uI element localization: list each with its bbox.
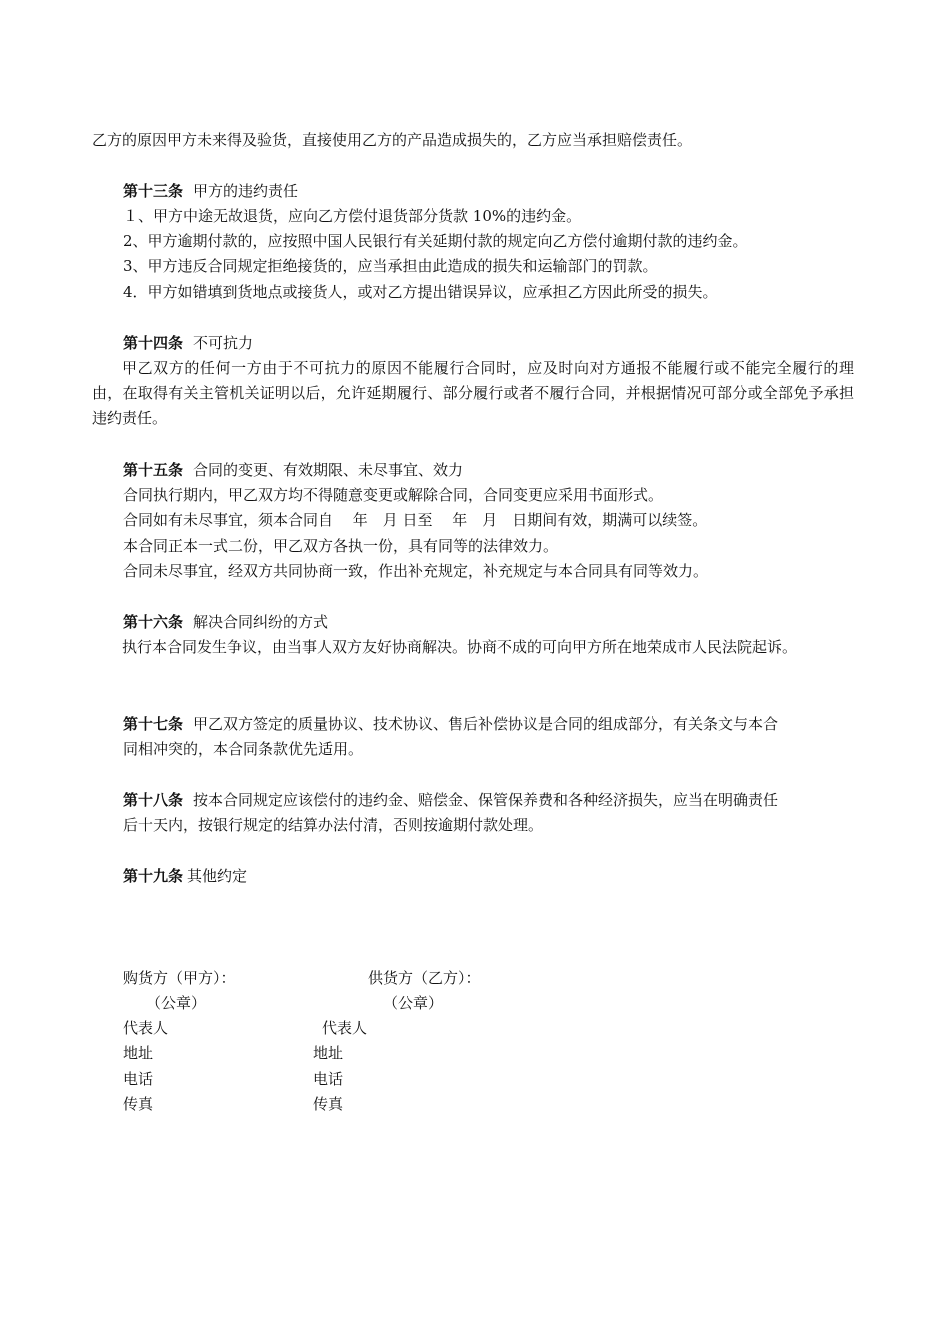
article-15-item-2: 合同如有未尽事宜，须本合同自 年 月 日至 年 月 日期间有效，期满可以续签。	[123, 511, 708, 529]
article-15-item-3: 本合同正本一式二份，甲乙双方各执一份，具有同等的法律效力。	[123, 537, 559, 555]
seller-phone: 电话	[313, 1070, 344, 1088]
article-15-item-1: 合同执行期内，甲乙双方均不得随意变更或解除合同，合同变更应采用书面形式。	[123, 486, 664, 504]
article-16-body: 执行本合同发生争议，由当事人双方友好协商解决。协商不成的可向甲方所在地荣成市人民法院起诉。	[122, 638, 798, 656]
seller-fax: 传真	[313, 1095, 344, 1113]
article-16-title: 解决合同纠纷的方式	[193, 613, 329, 631]
article-15-heading	[123, 458, 463, 483]
article-13-number: 第十三条	[123, 182, 184, 200]
article-17-body-line-1: 甲乙双方签定的质量协议、技术协议、售后补偿协议是合同的组成部分，有关条文与本合	[193, 715, 779, 733]
article-13-item-4: 4．甲方如错填到货地点或接货人，或对乙方提出错误异议，应承担乙方因此所受的损失。	[123, 283, 718, 301]
article-16-heading	[123, 610, 328, 635]
article-13-title: 甲方的违约责任	[193, 182, 299, 200]
article-17-number: 第十七条	[123, 715, 184, 733]
article-15-item-4: 合同未尽事宜，经双方共同协商一致，作出补充规定，补充规定与本合同具有同等效力。	[123, 562, 709, 580]
article-15-number: 第十五条	[123, 461, 184, 479]
article-18-number: 第十八条	[123, 791, 184, 809]
article-14-title: 不可抗力	[193, 334, 254, 352]
seller-representative: 代表人	[322, 1019, 368, 1037]
article-18-body-line-2: 后十天内，按银行规定的结算办法付清，否则按逾期付款处理。	[123, 816, 544, 834]
buyer-title: 购货方（甲方）：	[123, 969, 236, 987]
article-14-heading	[123, 331, 253, 356]
article-15-title: 合同的变更、有效期限、未尽事宜、效力	[193, 461, 464, 479]
seller-title: 供货方（乙方）：	[368, 969, 481, 987]
article-13-item-1: １、甲方中途无故退货，应向乙方偿付退货部分货款 10%的违约金。	[123, 207, 582, 225]
article-18-heading	[123, 788, 778, 813]
buyer-fax: 传真	[123, 1095, 154, 1113]
buyer-phone: 电话	[123, 1070, 154, 1088]
buyer-address: 地址	[123, 1044, 154, 1062]
continuation-text: 乙方的原因甲方未来得及验货，直接使用乙方的产品造成损失的，乙方应当承担赔偿责任。	[92, 131, 693, 149]
buyer-representative: 代表人	[123, 1019, 169, 1037]
article-16-number: 第十六条	[123, 613, 184, 631]
article-19-number: 第十九条	[123, 867, 184, 885]
article-17-body-line-2: 同相冲突的，本合同条款优先适用。	[123, 740, 364, 758]
article-14-number: 第十四条	[123, 334, 184, 352]
seller-seal: （公章）	[383, 994, 444, 1012]
article-13-item-3: 3、甲方违反合同规定拒绝接货的，应当承担由此造成的损失和运输部门的罚款。	[123, 257, 658, 275]
article-14-body: 甲乙双方的任何一方由于不可抗力的原因不能履行合同时，应及时向对方通报不能履行或不能完全履行的理由，在取得有关主管机关证明以后，允许延期履行、部分履行或者不履行合同，并根据情况可部分或全部免予承担违约责任。	[92, 359, 854, 427]
article-19-title: 其他约定	[187, 867, 248, 885]
seller-address: 地址	[313, 1044, 344, 1062]
article-19-heading	[123, 864, 247, 889]
article-13-heading	[123, 179, 298, 204]
article-17-heading	[123, 712, 778, 737]
article-13-item-2: 2、甲方逾期付款的，应按照中国人民银行有关延期付款的规定向乙方偿付逾期付款的违约金。	[123, 232, 748, 250]
article-18-body-line-1: 按本合同规定应该偿付的违约金、赔偿金、保管保养费和各种经济损失，应当在明确责任	[193, 791, 779, 809]
buyer-seal: （公章）	[146, 994, 207, 1012]
